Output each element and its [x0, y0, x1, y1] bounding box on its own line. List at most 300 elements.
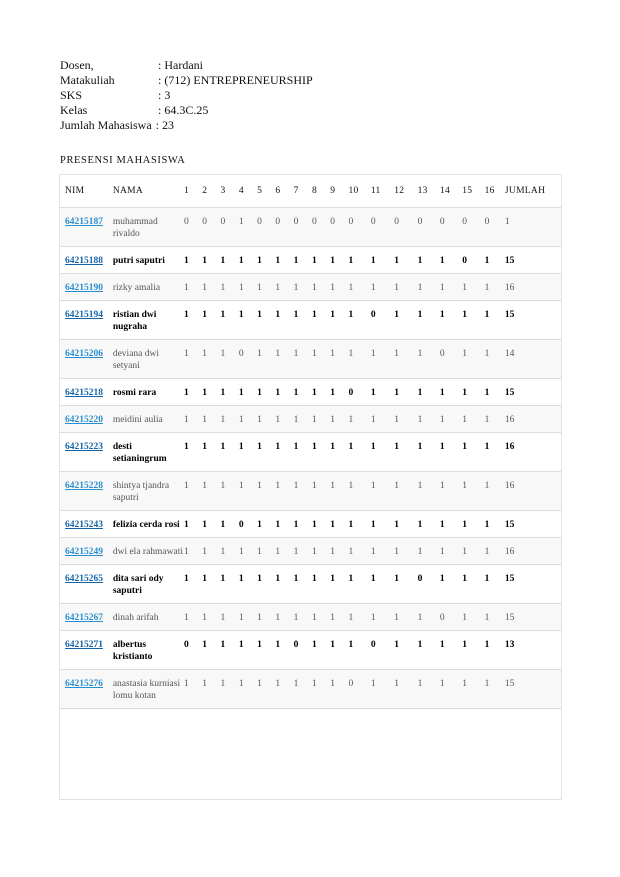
column-header: 13 — [418, 175, 440, 208]
column-header: 1 — [184, 175, 202, 208]
attendance-cell: 1 — [294, 511, 312, 538]
attendance-cell: 1 — [330, 379, 348, 406]
nim-cell — [59, 379, 113, 406]
nim-cell — [59, 511, 113, 538]
sks-label: SKS — [60, 88, 83, 102]
attendance-cell: 1 — [440, 538, 462, 565]
attendance-cell: 1 — [418, 301, 440, 340]
attendance-cell: 1 — [257, 274, 275, 301]
attendance-cell: 1 — [275, 406, 293, 433]
nim-link[interactable]: 64215187 — [65, 217, 103, 227]
nim-cell — [59, 406, 113, 433]
attendance-cell: 1 — [312, 274, 330, 301]
attendance-cell: 0 — [462, 247, 484, 274]
attendance-cell: 1 — [440, 472, 462, 511]
nim-link[interactable]: 64215228 — [65, 481, 103, 491]
attendance-cell: 1 — [275, 340, 293, 379]
attendance-cell: 1 — [349, 340, 371, 379]
attendance-cell: 1 — [312, 604, 330, 631]
attendance-cell: 1 — [202, 538, 220, 565]
attendance-cell: 1 — [394, 631, 417, 670]
matakuliah-row — [60, 73, 313, 88]
table-row — [59, 274, 562, 301]
attendance-cell: 1 — [275, 604, 293, 631]
attendance-cell: 1 — [294, 670, 312, 709]
attendance-cell: 1 — [485, 379, 505, 406]
attendance-cell: 1 — [394, 247, 417, 274]
attendance-cell: 0 — [275, 208, 293, 247]
attendance-cell: 1 — [394, 406, 417, 433]
nim-cell — [59, 301, 113, 340]
attendance-cell: 1 — [330, 565, 348, 604]
attendance-cell: 1 — [330, 340, 348, 379]
section-title: PRESENSI MAHASISWA — [60, 155, 186, 166]
attendance-cell: 1 — [239, 274, 257, 301]
attendance-cell: 1 — [275, 631, 293, 670]
nim-link[interactable]: 64215206 — [65, 349, 103, 359]
nim-link[interactable]: 64215249 — [65, 547, 103, 557]
attendance-cell: 0 — [184, 631, 202, 670]
nama-cell: dwi ela rahmawati — [113, 538, 184, 565]
attendance-cell: 1 — [221, 433, 239, 472]
attendance-cell: 1 — [330, 472, 348, 511]
attendance-cell: 1 — [221, 274, 239, 301]
attendance-cell: 1 — [440, 379, 462, 406]
attendance-cell: 1 — [257, 631, 275, 670]
kelas-value: : 64.3C.25 — [158, 103, 209, 117]
attendance-cell: 1 — [349, 604, 371, 631]
attendance-cell: 1 — [485, 301, 505, 340]
attendance-cell: 1 — [485, 340, 505, 379]
attendance-cell: 1 — [462, 565, 484, 604]
attendance-cell: 0 — [202, 208, 220, 247]
attendance-cell: 1 — [202, 247, 220, 274]
column-header: 12 — [394, 175, 417, 208]
attendance-cell: 0 — [349, 208, 371, 247]
jumlah-mahasiswa-value: : 23 — [155, 118, 174, 132]
column-header: NIM — [59, 175, 113, 208]
attendance-cell: 1 — [371, 538, 394, 565]
table-row — [59, 406, 562, 433]
attendance-cell: 1 — [312, 301, 330, 340]
attendance-cell: 1 — [257, 406, 275, 433]
attendance-cell: 1 — [294, 433, 312, 472]
attendance-cell: 1 — [485, 565, 505, 604]
table-row — [59, 670, 562, 709]
attendance-cell: 1 — [462, 274, 484, 301]
nama-cell: rizky amalia — [113, 274, 184, 301]
attendance-cell: 1 — [485, 472, 505, 511]
attendance-cell: 1 — [239, 472, 257, 511]
attendance-cell: 1 — [184, 301, 202, 340]
attendance-cell: 1 — [184, 379, 202, 406]
attendance-cell: 1 — [312, 538, 330, 565]
attendance-cell: 1 — [294, 406, 312, 433]
attendance-cell: 1 — [275, 670, 293, 709]
attendance-cell: 1 — [418, 340, 440, 379]
attendance-cell: 1 — [221, 631, 239, 670]
attendance-cell: 1 — [330, 670, 348, 709]
attendance-cell: 1 — [394, 670, 417, 709]
attendance-cell: 1 — [257, 247, 275, 274]
attendance-cell: 1 — [239, 379, 257, 406]
attendance-cell: 0 — [184, 208, 202, 247]
table-row — [59, 340, 562, 379]
attendance-cell: 1 — [418, 274, 440, 301]
attendance-cell: 1 — [312, 340, 330, 379]
attendance-cell: 1 — [221, 472, 239, 511]
attendance-cell: 1 — [202, 631, 220, 670]
attendance-cell: 1 — [221, 565, 239, 604]
attendance-cell: 1 — [394, 274, 417, 301]
table-row — [59, 208, 562, 247]
attendance-cell: 1 — [485, 433, 505, 472]
attendance-cell: 1 — [312, 631, 330, 670]
attendance-cell: 1 — [371, 565, 394, 604]
attendance-cell: 1 — [394, 511, 417, 538]
attendance-cell: 1 — [371, 472, 394, 511]
table-row — [59, 511, 562, 538]
attendance-cell: 1 — [462, 301, 484, 340]
nim-link[interactable]: 64215271 — [65, 640, 103, 650]
attendance-cell: 1 — [440, 301, 462, 340]
attendance-cell: 1 — [275, 538, 293, 565]
attendance-cell: 1 — [371, 433, 394, 472]
attendance-cell: 1 — [202, 604, 220, 631]
attendance-cell: 1 — [239, 631, 257, 670]
column-header: 8 — [312, 175, 330, 208]
attendance-cell: 1 — [371, 340, 394, 379]
attendance-cell: 1 — [418, 472, 440, 511]
attendance-cell: 1 — [330, 604, 348, 631]
nim-cell — [59, 274, 113, 301]
attendance-cell: 1 — [349, 538, 371, 565]
nim-link[interactable]: 64215188 — [65, 256, 103, 266]
attendance-cell: 1 — [418, 511, 440, 538]
attendance-cell: 1 — [485, 631, 505, 670]
nama-cell: felizia cerda rosi — [113, 511, 184, 538]
attendance-cell: 1 — [275, 511, 293, 538]
attendance-cell: 1 — [440, 433, 462, 472]
attendance-cell: 1 — [394, 433, 417, 472]
nama-cell: dinah arifah — [113, 604, 184, 631]
nim-link[interactable]: 64215190 — [65, 283, 103, 293]
jumlah-cell: 16 — [505, 433, 562, 472]
attendance-cell: 0 — [257, 208, 275, 247]
attendance-cell: 1 — [462, 406, 484, 433]
attendance-cell: 1 — [312, 472, 330, 511]
attendance-cell: 1 — [330, 274, 348, 301]
attendance-cell: 1 — [294, 274, 312, 301]
nim-cell — [59, 340, 113, 379]
attendance-cell: 1 — [418, 670, 440, 709]
attendance-cell: 1 — [184, 472, 202, 511]
attendance-cell: 1 — [462, 538, 484, 565]
attendance-cell: 1 — [462, 511, 484, 538]
jumlah-cell: 15 — [505, 670, 562, 709]
column-header: 6 — [275, 175, 293, 208]
attendance-cell: 1 — [257, 604, 275, 631]
attendance-cell: 1 — [394, 340, 417, 379]
table-row — [59, 604, 562, 631]
attendance-cell: 1 — [257, 538, 275, 565]
attendance-cell: 1 — [312, 670, 330, 709]
column-header: 11 — [371, 175, 394, 208]
attendance-cell: 1 — [394, 379, 417, 406]
attendance-cell: 1 — [221, 604, 239, 631]
attendance-cell: 1 — [221, 301, 239, 340]
nama-cell: ristian dwi nugraha — [113, 301, 184, 340]
attendance-cell: 0 — [440, 604, 462, 631]
table-row — [59, 247, 562, 274]
column-header: 16 — [485, 175, 505, 208]
attendance-cell: 1 — [275, 247, 293, 274]
attendance-cell: 1 — [257, 472, 275, 511]
attendance-cell: 1 — [202, 340, 220, 379]
nama-cell: anastasia kurniasi lomu kotan — [113, 670, 184, 709]
nama-cell: shintya tjandra saputri — [113, 472, 184, 511]
attendance-cell: 1 — [184, 247, 202, 274]
attendance-cell: 1 — [257, 565, 275, 604]
attendance-cell: 0 — [371, 208, 394, 247]
attendance-cell: 1 — [440, 406, 462, 433]
column-header: JUMLAH — [505, 175, 562, 208]
attendance-cell: 0 — [394, 208, 417, 247]
attendance-cell: 0 — [418, 565, 440, 604]
jumlah-cell: 15 — [505, 247, 562, 274]
attendance-cell: 1 — [485, 274, 505, 301]
jumlah-cell: 15 — [505, 604, 562, 631]
attendance-cell: 0 — [440, 208, 462, 247]
attendance-cell: 1 — [349, 472, 371, 511]
attendance-cell: 1 — [294, 565, 312, 604]
attendance-cell: 0 — [294, 208, 312, 247]
table-header-row — [59, 175, 562, 208]
jumlah-cell: 1 — [505, 208, 562, 247]
attendance-cell: 1 — [394, 604, 417, 631]
attendance-cell: 1 — [485, 406, 505, 433]
jumlah-cell: 15 — [505, 379, 562, 406]
attendance-cell: 0 — [221, 208, 239, 247]
attendance-cell: 1 — [330, 301, 348, 340]
attendance-cell: 1 — [440, 631, 462, 670]
table-body — [59, 208, 562, 709]
attendance-cell: 1 — [221, 670, 239, 709]
sks-value: : 3 — [158, 88, 171, 102]
attendance-cell: 1 — [257, 433, 275, 472]
attendance-cell: 1 — [330, 631, 348, 670]
attendance-cell: 1 — [462, 631, 484, 670]
attendance-cell: 1 — [294, 472, 312, 511]
attendance-cell: 1 — [202, 511, 220, 538]
attendance-cell: 1 — [440, 247, 462, 274]
column-header: 3 — [221, 175, 239, 208]
attendance-cell: 1 — [485, 538, 505, 565]
attendance-cell: 1 — [239, 406, 257, 433]
attendance-cell: 1 — [202, 301, 220, 340]
nim-link[interactable]: 64215218 — [65, 388, 103, 398]
attendance-cell: 1 — [440, 670, 462, 709]
table-row — [59, 301, 562, 340]
table-row — [59, 538, 562, 565]
attendance-cell: 1 — [221, 406, 239, 433]
attendance-cell: 1 — [184, 538, 202, 565]
nama-cell: meidini aulia — [113, 406, 184, 433]
nim-cell — [59, 565, 113, 604]
table-row — [59, 472, 562, 511]
attendance-cell: 1 — [294, 247, 312, 274]
jumlah-mahasiswa-label: Jumlah Mahasiswa — [60, 118, 152, 132]
attendance-cell: 1 — [275, 472, 293, 511]
nim-link[interactable]: 64215243 — [65, 520, 103, 530]
jumlah-cell: 16 — [505, 538, 562, 565]
attendance-cell: 1 — [418, 433, 440, 472]
attendance-cell: 0 — [485, 208, 505, 247]
attendance-cell: 1 — [239, 604, 257, 631]
column-header: 4 — [239, 175, 257, 208]
attendance-cell: 1 — [462, 340, 484, 379]
attendance-cell: 1 — [239, 301, 257, 340]
column-header: 2 — [202, 175, 220, 208]
jumlah-mahasiswa-row — [60, 118, 313, 133]
nama-cell: rosmi rara — [113, 379, 184, 406]
attendance-cell: 1 — [418, 406, 440, 433]
attendance-cell: 1 — [371, 670, 394, 709]
kelas-row — [60, 103, 313, 118]
nim-cell — [59, 247, 113, 274]
attendance-cell: 0 — [349, 379, 371, 406]
jumlah-cell: 16 — [505, 406, 562, 433]
attendance-cell: 1 — [330, 511, 348, 538]
attendance-cell: 1 — [349, 406, 371, 433]
attendance-cell: 1 — [312, 379, 330, 406]
nim-link[interactable]: 64215267 — [65, 613, 103, 623]
nim-cell — [59, 670, 113, 709]
attendance-cell: 1 — [202, 274, 220, 301]
attendance-cell: 1 — [239, 565, 257, 604]
attendance-cell: 1 — [221, 538, 239, 565]
attendance-cell: 1 — [371, 511, 394, 538]
nim-link[interactable]: 64215220 — [65, 415, 103, 425]
dosen-value: : Hardani — [158, 58, 203, 72]
attendance-cell: 1 — [394, 538, 417, 565]
attendance-cell: 1 — [184, 565, 202, 604]
attendance-cell: 0 — [239, 340, 257, 379]
attendance-cell: 1 — [312, 433, 330, 472]
attendance-cell: 1 — [371, 406, 394, 433]
column-header: 7 — [294, 175, 312, 208]
nim-link[interactable]: 64215265 — [65, 574, 103, 584]
attendance-cell: 0 — [312, 208, 330, 247]
jumlah-cell: 16 — [505, 274, 562, 301]
attendance-cell: 1 — [275, 379, 293, 406]
attendance-cell: 1 — [184, 670, 202, 709]
attendance-cell: 1 — [257, 511, 275, 538]
kelas-label: Kelas — [60, 103, 88, 117]
attendance-cell: 1 — [349, 433, 371, 472]
attendance-cell: 1 — [202, 472, 220, 511]
attendance-cell: 1 — [275, 274, 293, 301]
jumlah-cell: 16 — [505, 472, 562, 511]
nama-cell: putri saputri — [113, 247, 184, 274]
attendance-cell: 1 — [394, 301, 417, 340]
attendance-cell: 1 — [371, 379, 394, 406]
attendance-cell: 1 — [349, 301, 371, 340]
column-header: 15 — [462, 175, 484, 208]
attendance-cell: 1 — [485, 511, 505, 538]
attendance-cell: 1 — [462, 433, 484, 472]
attendance-cell: 1 — [239, 247, 257, 274]
attendance-cell: 1 — [440, 565, 462, 604]
column-header: NAMA — [113, 175, 184, 208]
attendance-cell: 1 — [440, 511, 462, 538]
attendance-cell: 0 — [418, 208, 440, 247]
attendance-cell: 1 — [239, 433, 257, 472]
attendance-cell: 1 — [330, 406, 348, 433]
nim-link[interactable]: 64215194 — [65, 310, 103, 320]
attendance-cell: 1 — [349, 631, 371, 670]
attendance-cell: 1 — [184, 604, 202, 631]
attendance-cell: 1 — [349, 565, 371, 604]
attendance-cell: 1 — [462, 379, 484, 406]
column-header: 9 — [330, 175, 348, 208]
attendance-cell: 1 — [294, 301, 312, 340]
attendance-cell: 1 — [221, 340, 239, 379]
dosen-row — [60, 58, 313, 73]
nama-cell: muhammad rivaldo — [113, 208, 184, 247]
jumlah-cell: 15 — [505, 511, 562, 538]
attendance-cell: 0 — [330, 208, 348, 247]
column-header: 14 — [440, 175, 462, 208]
attendance-cell: 1 — [485, 670, 505, 709]
attendance-cell: 1 — [221, 247, 239, 274]
attendance-cell: 1 — [349, 274, 371, 301]
nama-cell: deviana dwi setyani — [113, 340, 184, 379]
attendance-cell: 1 — [239, 670, 257, 709]
attendance-cell: 1 — [394, 565, 417, 604]
attendance-cell: 1 — [294, 340, 312, 379]
attendance-cell: 0 — [371, 631, 394, 670]
attendance-cell: 1 — [257, 340, 275, 379]
attendance-cell: 0 — [349, 670, 371, 709]
attendance-cell: 1 — [371, 604, 394, 631]
attendance-cell: 1 — [330, 247, 348, 274]
table-row — [59, 379, 562, 406]
attendance-cell: 0 — [462, 208, 484, 247]
attendance-cell: 1 — [418, 631, 440, 670]
attendance-cell: 1 — [202, 433, 220, 472]
attendance-cell: 1 — [257, 379, 275, 406]
attendance-cell: 1 — [184, 406, 202, 433]
nama-cell: dita sari ody saputri — [113, 565, 184, 604]
nim-link[interactable]: 64215276 — [65, 679, 103, 689]
nim-cell — [59, 631, 113, 670]
matakuliah-value: : (712) ENTREPRENEURSHIP — [158, 73, 313, 87]
attendance-cell: 1 — [239, 538, 257, 565]
attendance-cell: 1 — [418, 247, 440, 274]
nim-link[interactable]: 64215223 — [65, 442, 103, 452]
attendance-cell: 1 — [485, 604, 505, 631]
attendance-cell: 1 — [184, 511, 202, 538]
attendance-cell: 1 — [312, 247, 330, 274]
attendance-cell: 1 — [202, 565, 220, 604]
attendance-cell: 1 — [440, 274, 462, 301]
table-row — [59, 433, 562, 472]
attendance-cell: 0 — [371, 301, 394, 340]
sks-row — [60, 88, 313, 103]
table-row — [59, 565, 562, 604]
attendance-cell: 1 — [462, 472, 484, 511]
